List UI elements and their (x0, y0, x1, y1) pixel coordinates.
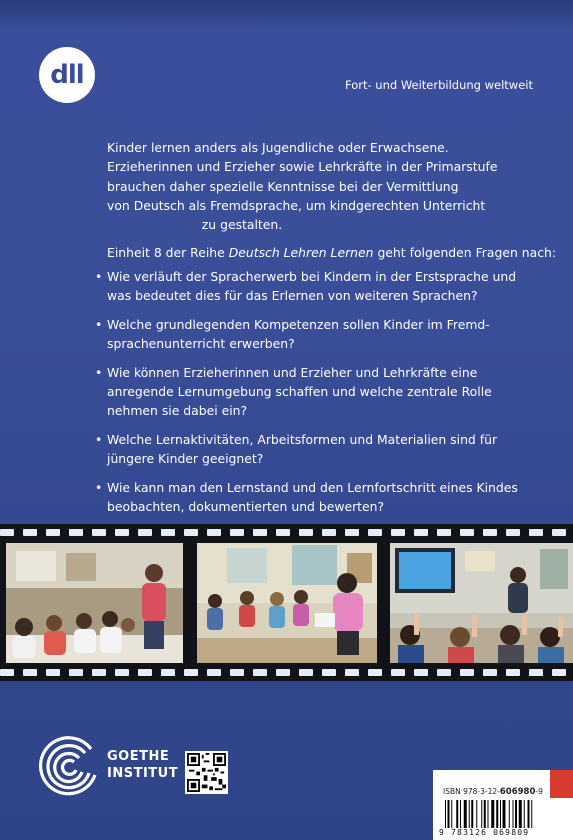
film-hole (207, 529, 221, 536)
film-hole (207, 669, 221, 676)
question-line: beobachten, dokumentierten und bewerten? (107, 499, 385, 514)
film-hole (230, 669, 244, 676)
film-hole (299, 669, 313, 676)
film-hole (230, 529, 244, 536)
goethe-institut-logo-icon (37, 735, 101, 799)
film-hole (506, 529, 520, 536)
logo-text: dll (50, 60, 84, 90)
film-hole (345, 669, 359, 676)
film-hole (322, 669, 336, 676)
film-hole (529, 529, 543, 536)
intro-line: Kinder lernen anders als Jugendliche oder Erwachsene. (107, 140, 449, 155)
film-hole (46, 529, 60, 536)
question-line: sprachenunterricht erwerben? (107, 336, 295, 351)
intro-paragraph (107, 138, 547, 234)
question-item (95, 478, 547, 516)
film-hole (552, 669, 566, 676)
question-line: jüngere Kinder geeignet? (107, 451, 264, 466)
film-hole (184, 529, 198, 536)
dll-logo (39, 47, 95, 103)
film-hole (138, 669, 152, 676)
film-hole (322, 529, 336, 536)
bullet-icon: • (95, 365, 103, 380)
film-hole (276, 529, 290, 536)
film-hole (529, 669, 543, 676)
top-shade (0, 0, 573, 30)
publisher-name-line2: INSTITUT (107, 766, 179, 781)
film-hole (391, 669, 405, 676)
photo-children-raising-hands (390, 543, 573, 663)
film-hole (368, 529, 382, 536)
film-hole (161, 529, 175, 536)
film-hole (69, 669, 83, 676)
film-hole (92, 529, 106, 536)
isbn-number (443, 787, 543, 797)
film-hole (437, 529, 451, 536)
lead-suffix: geht folgenden Fragen nach: (373, 245, 557, 260)
isbn-accent-bar (550, 770, 573, 798)
lead-prefix: Einheit 8 der Reihe (107, 245, 229, 260)
tagline: Fort- und Weiterbildung weltweit (345, 78, 533, 92)
question-list (95, 267, 547, 526)
bullet-icon: • (95, 480, 103, 495)
film-hole (138, 529, 152, 536)
film-hole (414, 529, 428, 536)
question-line: Welche Lernaktivitäten, Arbeitsformen und Materialien sind für (107, 432, 498, 447)
isbn-bold: 606980 (499, 787, 536, 797)
film-hole (115, 669, 129, 676)
film-hole (483, 529, 497, 536)
film-hole (69, 529, 83, 536)
film-hole (460, 529, 474, 536)
film-hole (161, 669, 175, 676)
intro-line: von Deutsch als Fremdsprache, um kindgerechten Unterricht (107, 197, 486, 213)
question-line: anregende Lernumgebung schaffen und welche zentrale Rolle (107, 384, 492, 399)
question-item (95, 430, 547, 468)
film-hole (253, 669, 267, 676)
film-hole (0, 529, 14, 536)
intro-line: zu gestalten. (201, 217, 283, 233)
film-perforation-bottom (0, 669, 573, 676)
question-item (95, 315, 547, 353)
photo-classroom-teacher-children (6, 543, 183, 663)
film-hole (23, 669, 37, 676)
film-hole (460, 669, 474, 676)
photo-circle-of-children (197, 543, 377, 663)
intro-line: Erzieherinnen und Erzieher sowie Lehrkräfte in der Primarstufe (107, 159, 498, 175)
bullet-icon: • (95, 269, 103, 284)
film-hole (552, 529, 566, 536)
question-line: Welche grundlegenden Kompetenzen sollen Kinder im Fremd- (107, 317, 490, 332)
publisher-name (107, 748, 178, 782)
film-hole (23, 529, 37, 536)
bullet-icon: • (95, 317, 103, 332)
film-hole (368, 669, 382, 676)
series-title: Deutsch Lehren Lernen (228, 245, 374, 260)
isbn-prefix: ISBN 978-3-12- (443, 787, 500, 796)
question-line: nehmen sie dabei ein? (107, 403, 248, 418)
film-hole (483, 669, 497, 676)
film-hole (46, 669, 60, 676)
film-perforation-top (0, 529, 573, 536)
film-hole (184, 669, 198, 676)
film-hole (345, 529, 359, 536)
intro-line: brauchen daher spezielle Kenntnisse bei der Vermittlung (107, 178, 459, 194)
isbn-suffix: -9 (535, 787, 543, 796)
question-line: Wie verläuft der Spracherwerb bei Kindern in der Erstsprache und (107, 269, 517, 284)
question-item (95, 267, 547, 305)
film-hole (115, 529, 129, 536)
film-hole (506, 669, 520, 676)
film-hole (299, 529, 313, 536)
film-hole (0, 669, 14, 676)
qr-code-icon (185, 751, 228, 794)
film-hole (276, 669, 290, 676)
film-hole (437, 669, 451, 676)
film-hole (414, 669, 428, 676)
film-hole (92, 669, 106, 676)
barcode-digits: 9 783126 069809 (437, 828, 567, 837)
film-hole (391, 529, 405, 536)
film-strip (0, 524, 573, 681)
bullet-icon: • (95, 432, 103, 447)
lead-sentence (107, 243, 557, 262)
question-line: Wie kann man den Lernstand und den Lernfortschritt eines Kindes (107, 480, 518, 495)
publisher-name-line1: GOETHE (107, 749, 170, 764)
question-item (95, 363, 547, 420)
film-hole (253, 529, 267, 536)
question-line: Wie können Erzieherinnen und Erzieher und Lehrkräfte eine (107, 365, 478, 380)
question-line: was bedeutet dies für das Erlernen von weiteren Sprachen? (107, 288, 478, 303)
